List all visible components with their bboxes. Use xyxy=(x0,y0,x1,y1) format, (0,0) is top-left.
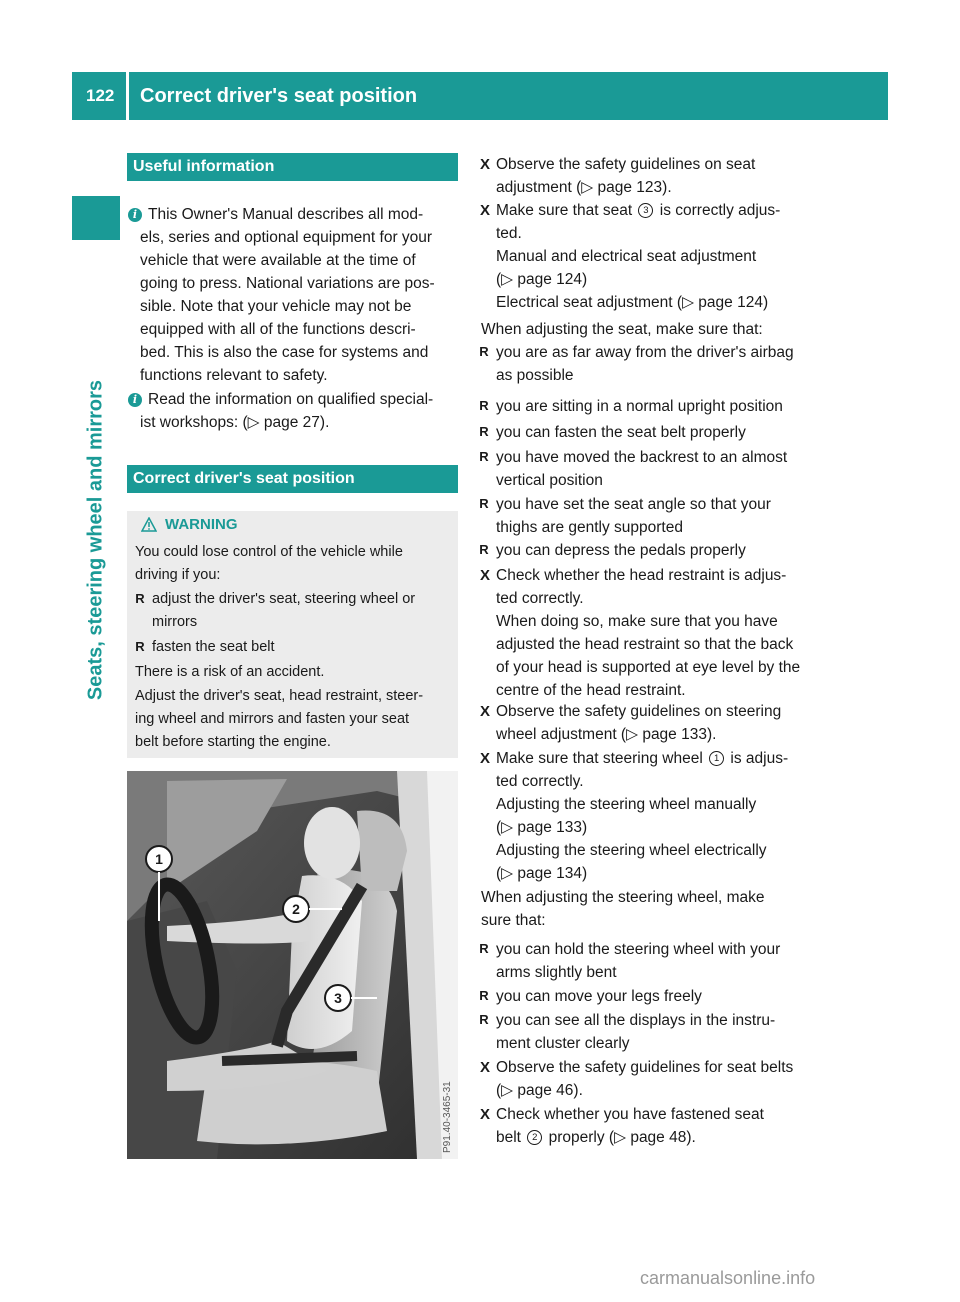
bullet-mark: R xyxy=(479,941,489,956)
step-seat-belt-guidelines: Observe the safety guidelines for seat belts (▷ page 46). xyxy=(496,1059,794,1099)
warning-intro: You could lose control of the vehicle while xyxy=(135,544,403,560)
warning-triangle-icon xyxy=(141,517,157,532)
step-mark: X xyxy=(479,156,490,173)
svg-text:1: 1 xyxy=(155,851,163,867)
wheel-bullet: you can hold the steering wheel with your arms slightly bent xyxy=(496,941,781,981)
page-title: Correct driver's seat position xyxy=(140,85,418,107)
warning-advice: ing wheel and mirrors and fasten your seat xyxy=(135,711,410,727)
useful-info-heading: Useful information xyxy=(127,153,458,181)
callout-ref-2: 2 xyxy=(527,1130,542,1145)
warning-label: WARNING xyxy=(165,516,238,533)
info-icon: i xyxy=(128,208,142,222)
svg-text:3: 3 xyxy=(334,990,342,1006)
seat-bullet: you have set the seat angle so that your thighs are gently supported xyxy=(496,496,771,536)
wheel-intro: When adjusting the steering wheel, make sure that: xyxy=(481,889,765,929)
driver-seat-illustration xyxy=(127,771,458,1159)
section-heading: Correct driver's seat position xyxy=(127,465,458,493)
warning-risk: There is a risk of an accident. xyxy=(135,664,325,680)
seat-bullet: you have moved the backrest to an almost vertical position xyxy=(496,449,788,489)
footer-watermark: carmanualsonline.info xyxy=(640,1268,816,1288)
warning-box xyxy=(127,511,458,758)
step-steering-adjust: Make sure that steering wheel 1 is adjus- ted correctly. Adjusting the steering wheel manually (▷ page 133) Adjusting the steering wheel electrically (▷ page 134) xyxy=(496,750,789,882)
bullet-mark: R xyxy=(479,449,489,464)
warning-advice: belt before starting the engine. xyxy=(135,734,331,750)
step-mark: X xyxy=(479,1059,490,1076)
svg-text:2: 2 xyxy=(292,901,300,917)
info-note-1: This Owner's Manual describes all mod- els, series and optional equipment for your vehicle that were available at the time of going to press. National variations are pos- sible. Note that your vehicle may not be equipped with all of the functions descri- bed. This is also the case for systems and functions relevant to safety. xyxy=(140,206,435,384)
bullet-mark: R xyxy=(479,424,489,439)
header-divider xyxy=(126,72,129,120)
bullet-mark: R xyxy=(479,398,489,413)
bullet-mark: R xyxy=(479,1012,489,1027)
step-mark: X xyxy=(479,1106,490,1123)
info-icon: i xyxy=(128,393,142,407)
bullet-mark: R xyxy=(479,496,489,511)
callout-ref-1: 1 xyxy=(709,751,724,766)
info-note-2: Read the information on qualified special- ist workshops: (▷ page 27). xyxy=(140,391,434,431)
step-mark: X xyxy=(479,703,490,720)
step-seat-guidelines: Observe the safety guidelines on seat adjustment (▷ page 123). xyxy=(496,156,756,196)
bullet-mark: R xyxy=(479,344,489,359)
seat-bullet: you are as far away from the driver's airbag as possible xyxy=(496,344,794,384)
bullet-mark: R xyxy=(479,542,489,557)
seat-intro: When adjusting the seat, make sure that: xyxy=(481,321,763,338)
bullet-mark: R xyxy=(135,639,145,654)
step-mark: X xyxy=(479,750,490,767)
wheel-bullet: you can see all the displays in the instru- ment cluster clearly xyxy=(496,1012,776,1052)
bullet-mark: R xyxy=(135,591,145,606)
callout-ref-3: 3 xyxy=(638,203,653,218)
warning-intro: driving if you: xyxy=(135,567,221,583)
warning-advice: Adjust the driver's seat, head restraint, steer- xyxy=(135,688,424,704)
step-seat-adjust: Make sure that seat 3 is correctly adjus- ted. Manual and electrical seat adjustment (▷ page 124) Electrical seat adjustment (▷ page 124) xyxy=(496,202,781,311)
step-head-restraint: Check whether the head restraint is adjus- ted correctly. When doing so, make sure that you have adjusted the head restraint so that the back of your head is supported at eye level by the centre of the head restraint. xyxy=(496,567,801,699)
seat-bullet: you can fasten the seat belt properly xyxy=(496,424,746,441)
page-header xyxy=(72,72,888,120)
warning-bullet: fasten the seat belt xyxy=(152,639,275,655)
warning-bullet: mirrors xyxy=(152,614,198,630)
step-seat-belt-check: Check whether you have fastened seat belt 2 properly (▷ page 48). xyxy=(496,1106,764,1146)
wheel-bullet: you can move your legs freely xyxy=(496,988,702,1005)
step-steering-guidelines: Observe the safety guidelines on steering wheel adjustment (▷ page 133). xyxy=(496,703,782,743)
step-mark: X xyxy=(479,567,490,584)
figure-code: P91.40-3465-31 xyxy=(442,1081,453,1153)
step-mark: X xyxy=(479,202,490,219)
seat-bullet: you are sitting in a normal upright position xyxy=(496,398,783,415)
warning-bullet: adjust the driver's seat, steering wheel or xyxy=(152,591,416,607)
bullet-mark: R xyxy=(479,988,489,1003)
page-number: 122 xyxy=(86,86,115,105)
side-tab-marker xyxy=(72,196,120,240)
side-tab-label: Seats, steering wheel and mirrors xyxy=(84,379,107,701)
seat-bullet: you can depress the pedals properly xyxy=(496,542,746,559)
